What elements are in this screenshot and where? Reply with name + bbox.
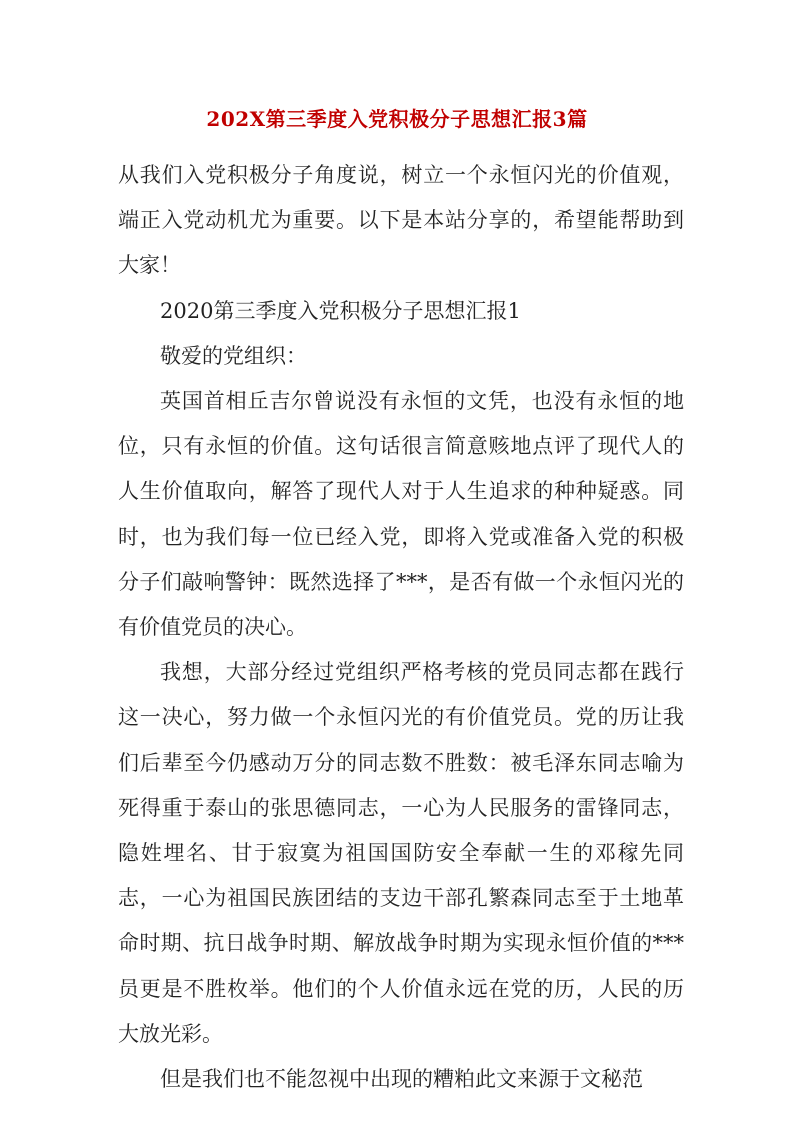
salutation: 敬爱的党组织：	[160, 343, 307, 368]
body-paragraph: 我想，大部分经过党组织严格考核的党员同志都在践行这一决心，努力做一个永恒闪光的有价值党员。党的历让我们后辈至今仍感动万分的同志数不胜数：被毛泽东同志喻为死得重于泰山的张思德同志，一心为人民服务的雷锋同志，隐姓埋名、甘于寂寞为祖国国防安全奉献一生的邓稼先同志，一心为祖国民族团结的支边干部孔繁森同志至于土地革命时期、抗日战争时期、解放战争时期为实现永恒价值的***员更是不胜枚举。他们的个人价值永远在党的历，人民的历大放光彩。	[118, 660, 684, 1046]
document-title: 202X第三季度入党积极分子思想汇报3篇	[206, 107, 588, 131]
document-body	[118, 153, 684, 1102]
intro-paragraph: 从我们入党积极分子角度说，树立一个永恒闪光的价值观，端正入党动机尤为重要。以下是本站分享的，希望能帮助到大家！	[118, 163, 684, 278]
body-paragraph: 英国首相丘吉尔曾说没有永恒的文凭，也没有永恒的地位，只有永恒的价值。这句话很言简意赅地点评了现代人的人生价值取向，解答了现代人对于人生追求的种种疑惑。同时，也为我们每一位已经入党，即将入党或准备入党的积极分子们敲响警钟：既然选择了***，是否有做一个永恒闪光的有价值党员的决心。	[118, 389, 684, 640]
body-paragraph: 但是我们也不能忽视中出现的糟粕此文来源于文秘范	[160, 1067, 643, 1092]
section-heading: 2020第三季度入党积极分子思想汇报1	[160, 298, 521, 323]
